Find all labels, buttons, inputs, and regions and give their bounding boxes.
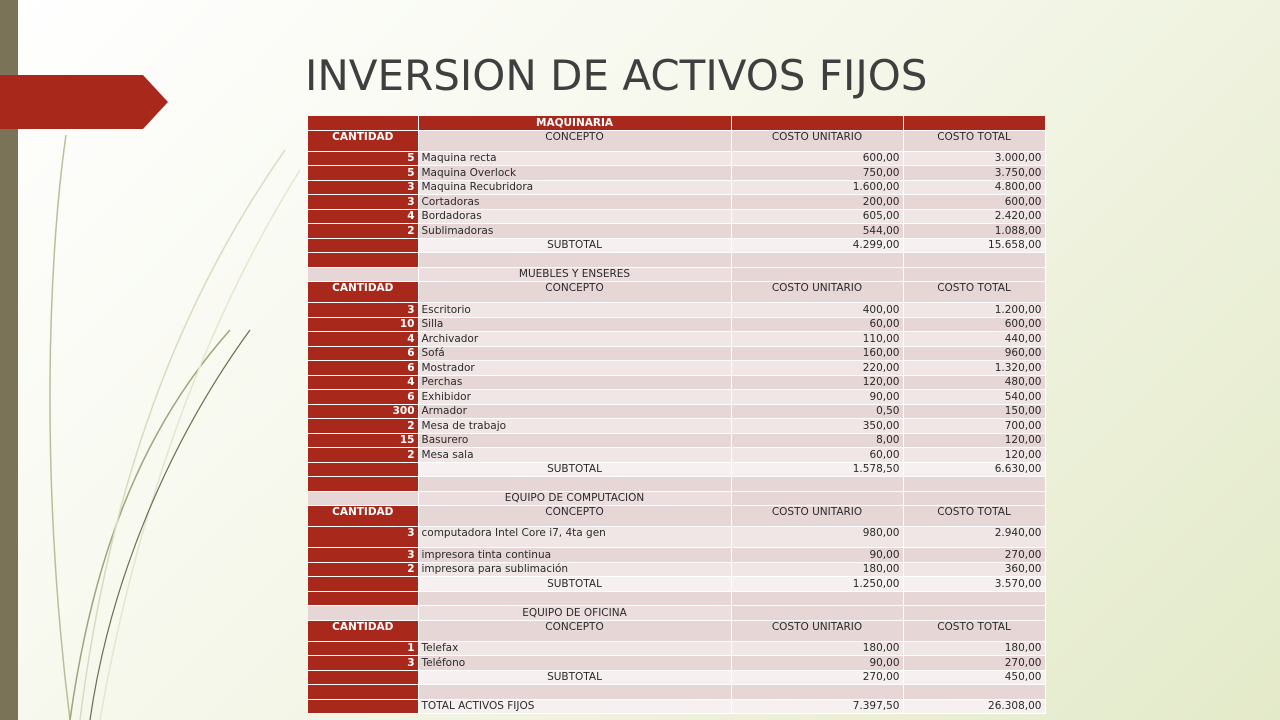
item-quantity: 6: [308, 390, 418, 405]
blank-cell: [308, 577, 418, 592]
item-unit-cost: 90,00: [731, 656, 903, 671]
item-concept: Basurero: [418, 433, 731, 448]
blank-cell: [731, 491, 903, 506]
table-row: [308, 195, 1045, 210]
item-total-cost: 270,00: [903, 656, 1045, 671]
blank-cell: [903, 491, 1045, 506]
item-total-cost: 540,00: [903, 390, 1045, 405]
item-unit-cost: 60,00: [731, 317, 903, 332]
header-concepto: CONCEPTO: [418, 620, 731, 641]
blank-cell: [903, 606, 1045, 621]
column-header-row: [308, 282, 1045, 303]
subtotal-row: [308, 462, 1045, 477]
section-title-row: [308, 606, 1045, 621]
section-title: MAQUINARIA: [418, 116, 731, 130]
table-row: [308, 548, 1045, 563]
item-unit-cost: 200,00: [731, 195, 903, 210]
header-costo-unitario: COSTO UNITARIO: [731, 130, 903, 151]
item-quantity: 3: [308, 180, 418, 195]
blank-cell: [308, 238, 418, 253]
table-row: [308, 656, 1045, 671]
item-concept: Perchas: [418, 375, 731, 390]
item-concept: Escritorio: [418, 303, 731, 318]
item-total-cost: 4.800,00: [903, 180, 1045, 195]
subtotal-total: 3.570,00: [903, 577, 1045, 592]
item-total-cost: 1.320,00: [903, 361, 1045, 376]
table-row: [308, 361, 1045, 376]
subtotal-total: 450,00: [903, 670, 1045, 685]
subtotal-row: [308, 670, 1045, 685]
item-quantity: 3: [308, 656, 418, 671]
item-total-cost: 3.750,00: [903, 166, 1045, 181]
item-unit-cost: 90,00: [731, 390, 903, 405]
item-quantity: 3: [308, 303, 418, 318]
blank-cell: [731, 477, 903, 492]
header-cantidad: CANTIDAD: [308, 506, 418, 527]
table-row: [308, 527, 1045, 548]
subtotal-unit: 1.578,50: [731, 462, 903, 477]
item-concept: Telefax: [418, 641, 731, 656]
item-total-cost: 600,00: [903, 317, 1045, 332]
grand-total-total: 26.308,00: [903, 699, 1045, 714]
item-quantity: 4: [308, 209, 418, 224]
blank-cell: [308, 477, 418, 492]
item-quantity: 10: [308, 317, 418, 332]
item-total-cost: 360,00: [903, 562, 1045, 577]
header-costo-total: COSTO TOTAL: [903, 130, 1045, 151]
section-title-row: [308, 267, 1045, 282]
header-costo-unitario: COSTO UNITARIO: [731, 620, 903, 641]
item-quantity: 15: [308, 433, 418, 448]
item-quantity: 6: [308, 346, 418, 361]
item-concept: impresora para sublimación: [418, 562, 731, 577]
section-title-row: [308, 491, 1045, 506]
item-total-cost: 1.088,00: [903, 224, 1045, 239]
item-unit-cost: 220,00: [731, 361, 903, 376]
item-unit-cost: 750,00: [731, 166, 903, 181]
table-row: [308, 390, 1045, 405]
header-cantidad: CANTIDAD: [308, 130, 418, 151]
item-concept: Sublimadoras: [418, 224, 731, 239]
item-concept: Maquina recta: [418, 151, 731, 166]
item-unit-cost: 980,00: [731, 527, 903, 548]
spacer-row: [308, 591, 1045, 606]
item-total-cost: 150,00: [903, 404, 1045, 419]
item-concept: Bordadoras: [418, 209, 731, 224]
grand-total-label: TOTAL ACTIVOS FIJOS: [418, 699, 731, 714]
item-quantity: 2: [308, 562, 418, 577]
blank-cell: [308, 670, 418, 685]
blank-cell: [731, 591, 903, 606]
item-total-cost: 1.200,00: [903, 303, 1045, 318]
blank-cell: [903, 477, 1045, 492]
header-costo-total: COSTO TOTAL: [903, 282, 1045, 303]
subtotal-total: 6.630,00: [903, 462, 1045, 477]
table-row: [308, 303, 1045, 318]
item-concept: Archivador: [418, 332, 731, 347]
blank-cell: [418, 253, 731, 268]
table-row: [308, 641, 1045, 656]
item-unit-cost: 110,00: [731, 332, 903, 347]
section-title: EQUIPO DE OFICINA: [418, 606, 731, 621]
section-title: MUEBLES Y ENSERES: [418, 267, 731, 282]
subtotal-label: SUBTOTAL: [418, 577, 731, 592]
item-concept: Armador: [418, 404, 731, 419]
item-unit-cost: 180,00: [731, 641, 903, 656]
blank-cell: [308, 591, 418, 606]
item-concept: Teléfono: [418, 656, 731, 671]
item-concept: Cortadoras: [418, 195, 731, 210]
subtotal-row: [308, 577, 1045, 592]
blank-cell: [418, 591, 731, 606]
table-row: [308, 180, 1045, 195]
blank-cell: [903, 116, 1045, 130]
blank-cell: [903, 591, 1045, 606]
item-unit-cost: 400,00: [731, 303, 903, 318]
item-concept: impresora tinta continua: [418, 548, 731, 563]
item-unit-cost: 180,00: [731, 562, 903, 577]
item-total-cost: 960,00: [903, 346, 1045, 361]
item-quantity: 5: [308, 166, 418, 181]
spacer-row: [308, 685, 1045, 700]
item-total-cost: 120,00: [903, 448, 1045, 463]
header-costo-total: COSTO TOTAL: [903, 506, 1045, 527]
item-quantity: 4: [308, 332, 418, 347]
table-row: [308, 317, 1045, 332]
item-total-cost: 180,00: [903, 641, 1045, 656]
item-unit-cost: 544,00: [731, 224, 903, 239]
blank-cell: [308, 267, 418, 282]
item-quantity: 4: [308, 375, 418, 390]
subtotal-total: 15.658,00: [903, 238, 1045, 253]
header-concepto: CONCEPTO: [418, 282, 731, 303]
table-row: [308, 224, 1045, 239]
item-quantity: 1: [308, 641, 418, 656]
item-concept: Exhibidor: [418, 390, 731, 405]
item-unit-cost: 350,00: [731, 419, 903, 434]
subtotal-label: SUBTOTAL: [418, 238, 731, 253]
item-unit-cost: 160,00: [731, 346, 903, 361]
item-unit-cost: 90,00: [731, 548, 903, 563]
item-unit-cost: 120,00: [731, 375, 903, 390]
item-quantity: 3: [308, 527, 418, 548]
spacer-row: [308, 253, 1045, 268]
item-quantity: 3: [308, 195, 418, 210]
item-total-cost: 3.000,00: [903, 151, 1045, 166]
item-total-cost: 440,00: [903, 332, 1045, 347]
table-row: [308, 404, 1045, 419]
column-header-row: [308, 620, 1045, 641]
table-row: [308, 151, 1045, 166]
item-concept: Maquina Recubridora: [418, 180, 731, 195]
blank-cell: [731, 685, 903, 700]
table-row: [308, 346, 1045, 361]
item-quantity: 2: [308, 224, 418, 239]
subtotal-unit: 1.250,00: [731, 577, 903, 592]
blank-cell: [903, 253, 1045, 268]
blank-cell: [308, 699, 418, 714]
blank-cell: [903, 267, 1045, 282]
item-quantity: 5: [308, 151, 418, 166]
subtotal-unit: 4.299,00: [731, 238, 903, 253]
item-total-cost: 700,00: [903, 419, 1045, 434]
item-total-cost: 480,00: [903, 375, 1045, 390]
fixed-assets-table: [308, 116, 1046, 714]
item-unit-cost: 8,00: [731, 433, 903, 448]
column-header-row: [308, 130, 1045, 151]
table-row: [308, 209, 1045, 224]
item-unit-cost: 600,00: [731, 151, 903, 166]
blank-cell: [308, 491, 418, 506]
item-total-cost: 270,00: [903, 548, 1045, 563]
item-concept: Mostrador: [418, 361, 731, 376]
blank-cell: [731, 606, 903, 621]
blank-cell: [731, 253, 903, 268]
item-unit-cost: 60,00: [731, 448, 903, 463]
item-unit-cost: 0,50: [731, 404, 903, 419]
blank-cell: [418, 477, 731, 492]
header-costo-unitario: COSTO UNITARIO: [731, 282, 903, 303]
section-title-row: [308, 116, 1045, 130]
item-quantity: 2: [308, 419, 418, 434]
section-title: EQUIPO DE COMPUTACIÓN: [418, 491, 731, 506]
table-row: [308, 419, 1045, 434]
header-concepto: CONCEPTO: [418, 130, 731, 151]
page-title: INVERSION DE ACTIVOS FIJOS: [305, 51, 928, 100]
blank-cell: [308, 253, 418, 268]
item-total-cost: 600,00: [903, 195, 1045, 210]
subtotal-unit: 270,00: [731, 670, 903, 685]
header-cantidad: CANTIDAD: [308, 620, 418, 641]
item-total-cost: 2.420,00: [903, 209, 1045, 224]
grand-total-unit: 7.397,50: [731, 699, 903, 714]
grand-total-row: [308, 699, 1045, 714]
header-costo-total: COSTO TOTAL: [903, 620, 1045, 641]
table-row: [308, 562, 1045, 577]
blank-cell: [308, 685, 418, 700]
item-unit-cost: 1.600,00: [731, 180, 903, 195]
item-concept: Mesa sala: [418, 448, 731, 463]
blank-cell: [731, 267, 903, 282]
item-quantity: 3: [308, 548, 418, 563]
spacer-row: [308, 477, 1045, 492]
table-row: [308, 375, 1045, 390]
item-quantity: 6: [308, 361, 418, 376]
column-header-row: [308, 506, 1045, 527]
blank-cell: [418, 685, 731, 700]
header-costo-unitario: COSTO UNITARIO: [731, 506, 903, 527]
table-row: [308, 433, 1045, 448]
item-quantity: 2: [308, 448, 418, 463]
item-concept: Mesa de trabajo: [418, 419, 731, 434]
blank-cell: [308, 606, 418, 621]
title-arrow-tab: [0, 75, 170, 129]
item-unit-cost: 605,00: [731, 209, 903, 224]
item-quantity: 300: [308, 404, 418, 419]
table-row: [308, 332, 1045, 347]
item-concept: Silla: [418, 317, 731, 332]
item-total-cost: 2.940,00: [903, 527, 1045, 548]
blank-cell: [731, 116, 903, 130]
blank-cell: [308, 462, 418, 477]
table-row: [308, 448, 1045, 463]
blank-cell: [308, 116, 418, 130]
item-concept: computadora Intel Core i7, 4ta gen: [418, 527, 731, 548]
subtotal-label: SUBTOTAL: [418, 462, 731, 477]
table-row: [308, 166, 1045, 181]
subtotal-row: [308, 238, 1045, 253]
header-cantidad: CANTIDAD: [308, 282, 418, 303]
item-concept: Sofá: [418, 346, 731, 361]
item-concept: Maquina Overlock: [418, 166, 731, 181]
header-concepto: CONCEPTO: [418, 506, 731, 527]
blank-cell: [903, 685, 1045, 700]
subtotal-label: SUBTOTAL: [418, 670, 731, 685]
item-total-cost: 120,00: [903, 433, 1045, 448]
